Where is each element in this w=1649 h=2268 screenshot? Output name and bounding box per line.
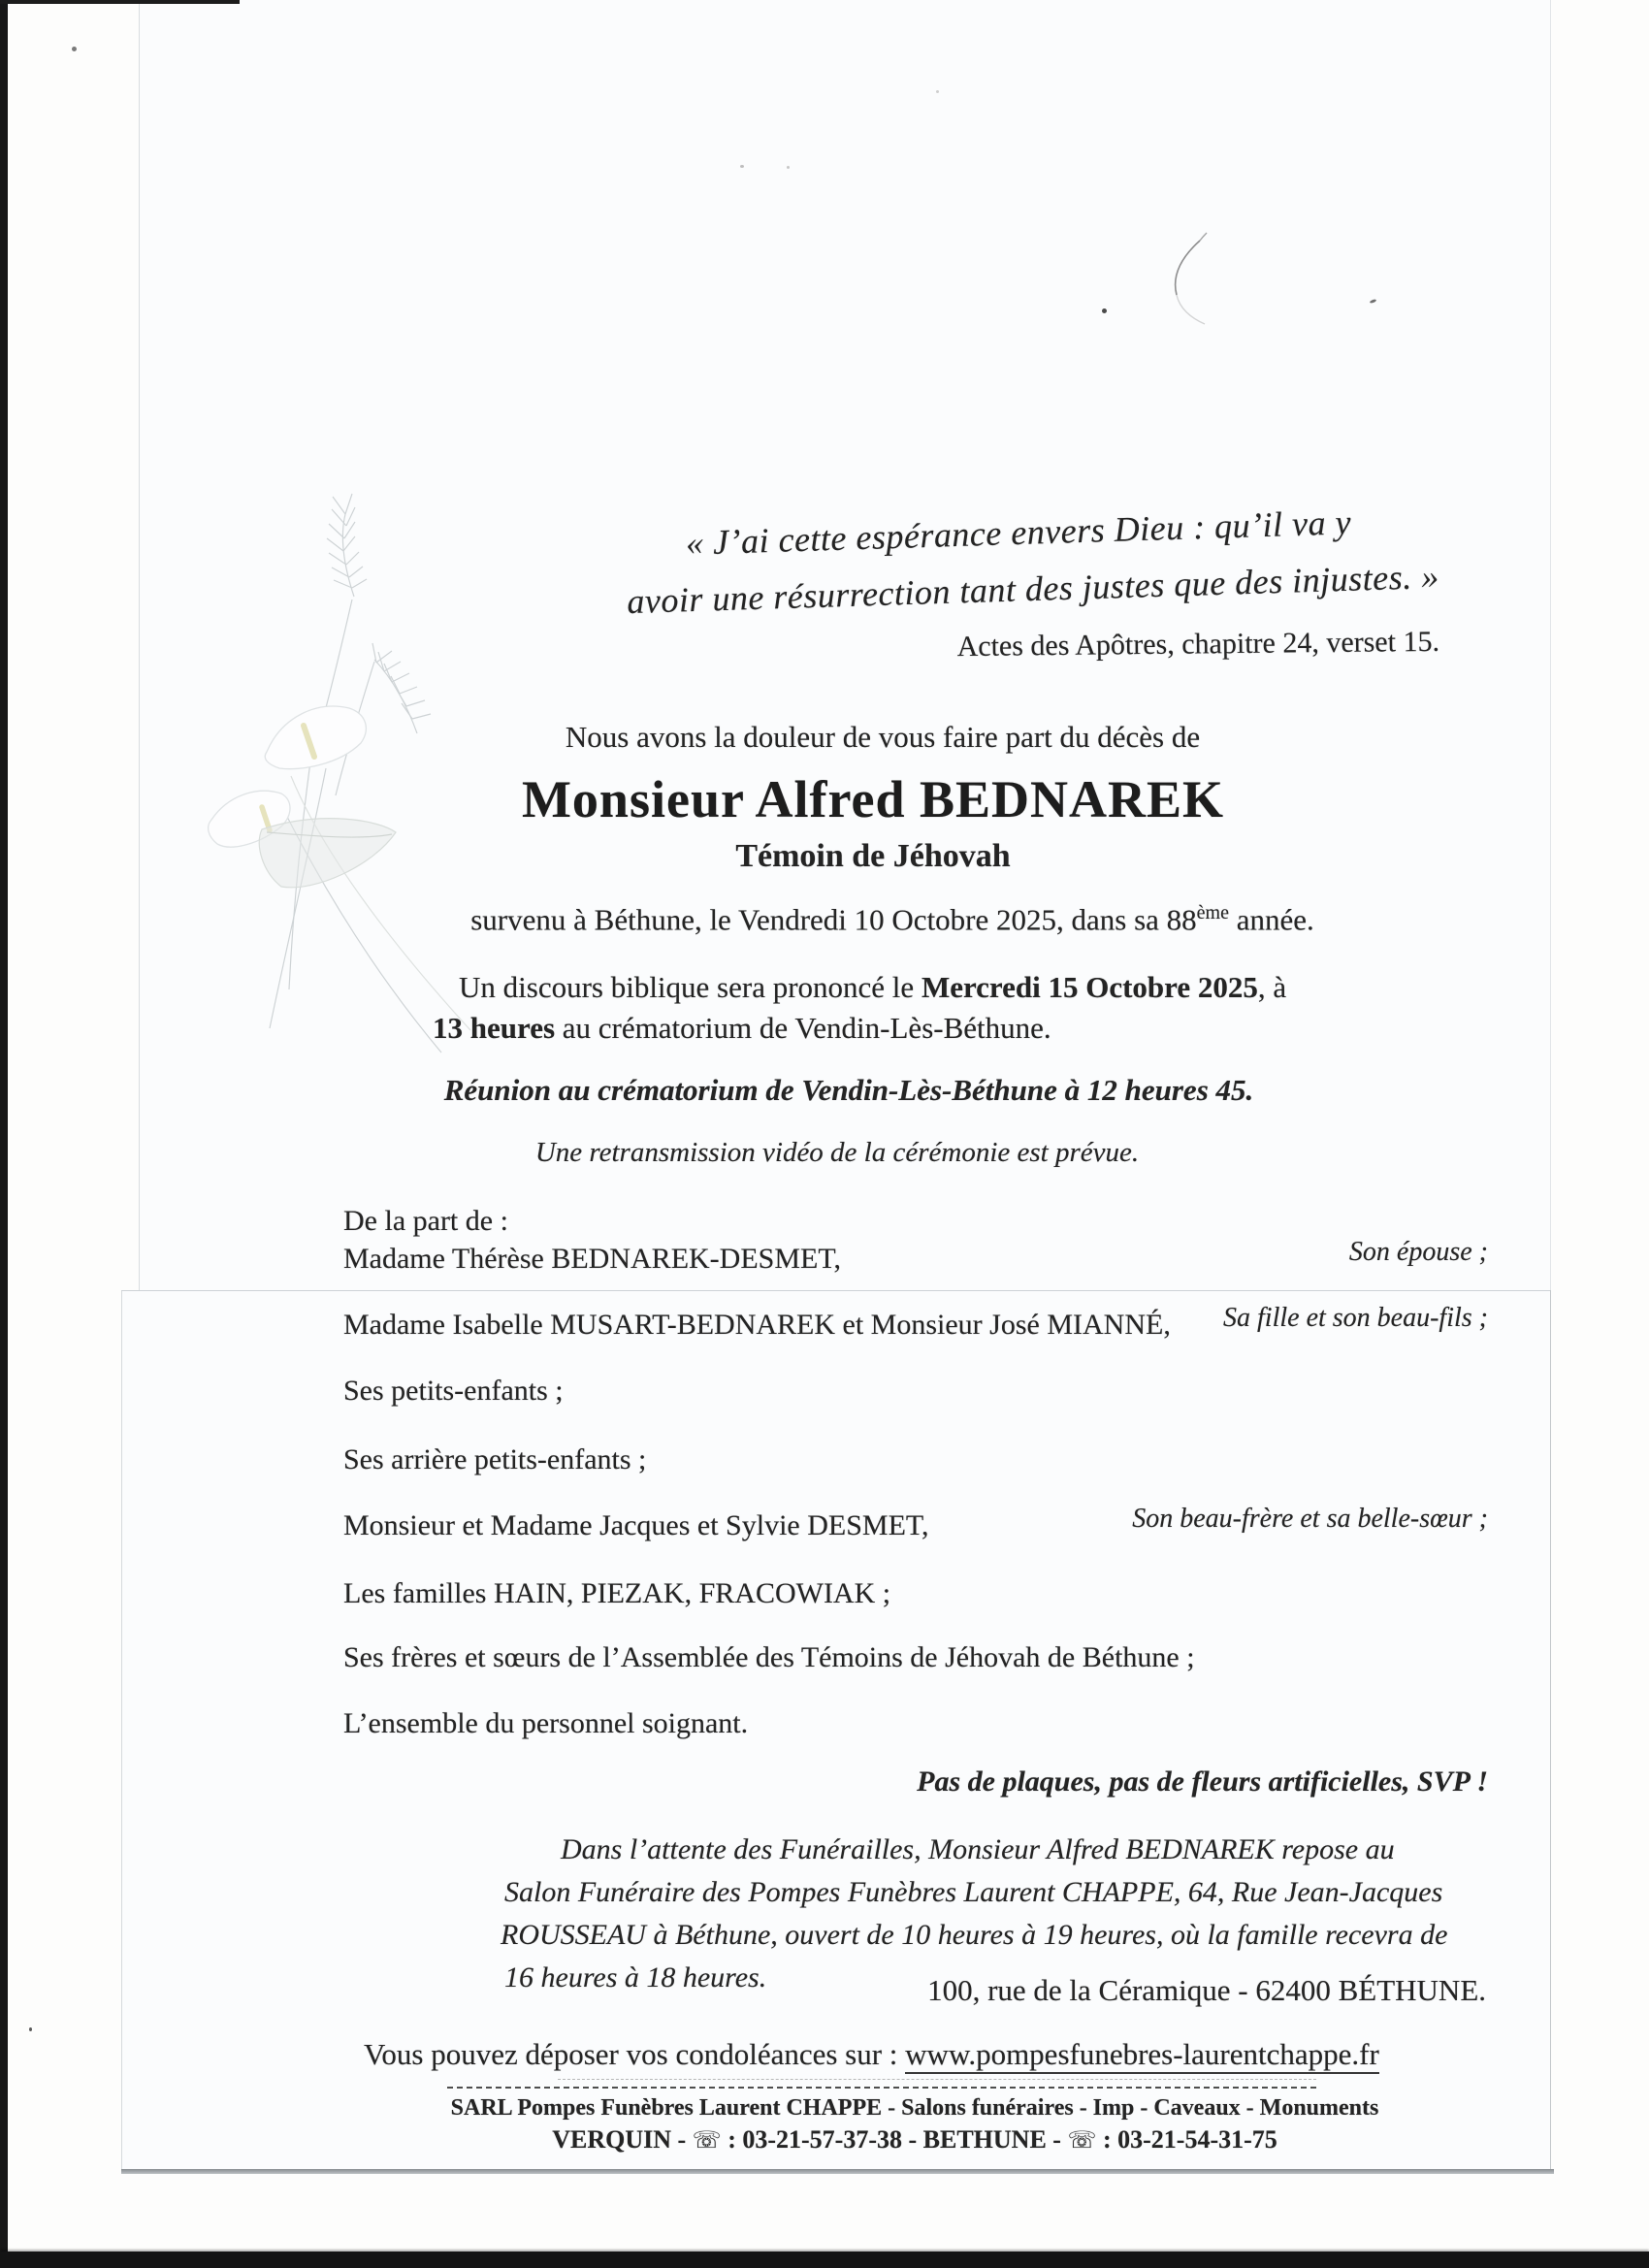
video-notice: Une retransmission vidéo de la cérémonie est prévue.: [534, 1137, 1140, 1168]
dust-speck: [72, 47, 77, 51]
footer-phone-2: : 03-21-54-31-75: [1096, 2125, 1277, 2154]
repose-line-2: Salon Funéraire des Pompes Funèbres Laurent CHAPPE, 64, Rue Jean-Jacques: [504, 1876, 1443, 1908]
family-row: [343, 1707, 1488, 1740]
dust-speck: [787, 166, 790, 169]
ceremony-time: 13 heures: [433, 1011, 556, 1045]
passing-text: survenu à Béthune, le Vendredi 10 Octobre 2025, dans sa 88: [470, 902, 1197, 937]
family-row: [343, 1375, 1488, 1408]
repose-line-4: 16 heures à 18 heures.: [504, 1961, 767, 1993]
dust-speck: [740, 165, 744, 168]
deceased-subtitle: Témoin de Jéhovah: [735, 838, 1011, 874]
family-row: [343, 1303, 1488, 1342]
scripture-reference: Actes des Apôtres, chapitre 24, verset 15.: [956, 625, 1440, 664]
family-member-name: Ses frères et sœurs de l’Assemblée des Témoins de Jéhovah de Béthune ;: [343, 1641, 1195, 1673]
page-bottom-edge-shadow: [121, 2169, 1554, 2174]
footer-separator: [447, 2087, 1316, 2089]
family-member-name: Monsieur et Madame Jacques et Sylvie DESMET,: [343, 1509, 929, 1541]
condolences-line: [364, 2037, 1379, 2072]
family-row: [343, 1237, 1488, 1276]
deceased-name: Monsieur Alfred BEDNAREK: [521, 770, 1225, 828]
family-member-name: L’ensemble du personnel soignant.: [343, 1707, 749, 1739]
family-member-name: Madame Thérèse BEDNAREK-DESMET,: [343, 1243, 841, 1275]
scan-seam-line: [121, 1290, 1550, 1291]
scanner-top-edge: [0, 0, 240, 4]
repose-line-1: Dans l’attente des Funérailles, Monsieur Alfred BEDNAREK repose au: [561, 1833, 1395, 1865]
family-heading: De la part de :: [343, 1205, 508, 1237]
no-flowers-notice: Pas de plaques, pas de fleurs artificielles, SVP !: [917, 1766, 1488, 1798]
repose-line-3: ROUSSEAU à Béthune, ouvert de 10 heures à 19 heures, où la famille recevra de: [501, 1919, 1448, 1951]
condolences-text: Vous pouvez déposer vos condoléances sur :: [364, 2037, 906, 2071]
family-member-relation: Son épouse ;: [1348, 1237, 1488, 1267]
ceremony-place: au crématorium de Vendin-Lès-Béthune.: [555, 1011, 1051, 1045]
family-member-name: Madame Isabelle MUSART-BEDNAREK et Monsieur José MIANNÉ,: [343, 1309, 1171, 1341]
family-member-name: Les familles HAIN, PIEZAK, FRACOWIAK ;: [343, 1577, 891, 1609]
meeting-notice: Réunion au crématorium de Vendin-Lès-Béthune à 12 heures 45.: [443, 1073, 1254, 1107]
footer-city-1: VERQUIN -: [552, 2125, 693, 2154]
ceremony-line-2: [433, 1011, 1051, 1046]
passing-details: [340, 902, 1445, 937]
dust-speck: [1102, 308, 1107, 313]
family-row: [343, 1443, 1488, 1476]
family-member-name: Ses petits-enfants ;: [343, 1375, 564, 1407]
scripture-quote-line-2: avoir une résurrection tant des justes que des injustes. »: [626, 556, 1440, 622]
ceremony-text-2: , à: [1257, 970, 1287, 1004]
dust-speck: [936, 90, 939, 93]
scripture-quote-line-1: « J’ai cette espérance envers Dieu : qu’il va y: [685, 502, 1352, 563]
funeral-home-address: 100, rue de la Céramique - 62400 BÉTHUNE.: [927, 1973, 1486, 2007]
hair-scratch-artifact: [1145, 233, 1222, 330]
condolences-link[interactable]: www.pompesfunebres-laurentchappe.fr: [905, 2037, 1379, 2074]
dust-speck: [29, 2027, 32, 2031]
ceremony-text: Un discours biblique sera prononcé le: [459, 970, 922, 1004]
footer-separator-upper: [558, 2079, 1316, 2080]
family-member-relation: Sa fille et son beau-fils ;: [1223, 1303, 1488, 1333]
ceremony-date: Mercredi 15 Octobre 2025: [921, 970, 1258, 1004]
scanner-bottom-edge: [0, 2252, 1649, 2268]
phone-icon: ☏: [692, 2126, 722, 2154]
family-member-name: Ses arrière petits-enfants ;: [343, 1443, 647, 1475]
footer-company-line: SARL Pompes Funèbres Laurent CHAPPE - Salons funéraires - Imp - Caveaux - Monuments: [450, 2095, 1379, 2121]
footer-phone-1: : 03-21-57-37-38 - BETHUNE -: [721, 2125, 1068, 2154]
ordinal-superscript: ème: [1196, 902, 1229, 923]
phone-icon: ☏: [1067, 2126, 1097, 2154]
footer-phone-line: [333, 2125, 1497, 2155]
family-member-relation: Son beau-frère et sa belle-sœur ;: [1132, 1504, 1488, 1534]
family-row: [343, 1504, 1488, 1542]
announcement-intro: Nous avons la douleur de vous faire part du décès de: [565, 720, 1201, 754]
passing-text-end: année.: [1228, 902, 1314, 937]
ceremony-line-1: [459, 970, 1286, 1005]
family-row: [343, 1577, 1488, 1610]
family-row: [343, 1641, 1488, 1674]
scanner-left-edge: [0, 0, 8, 2268]
